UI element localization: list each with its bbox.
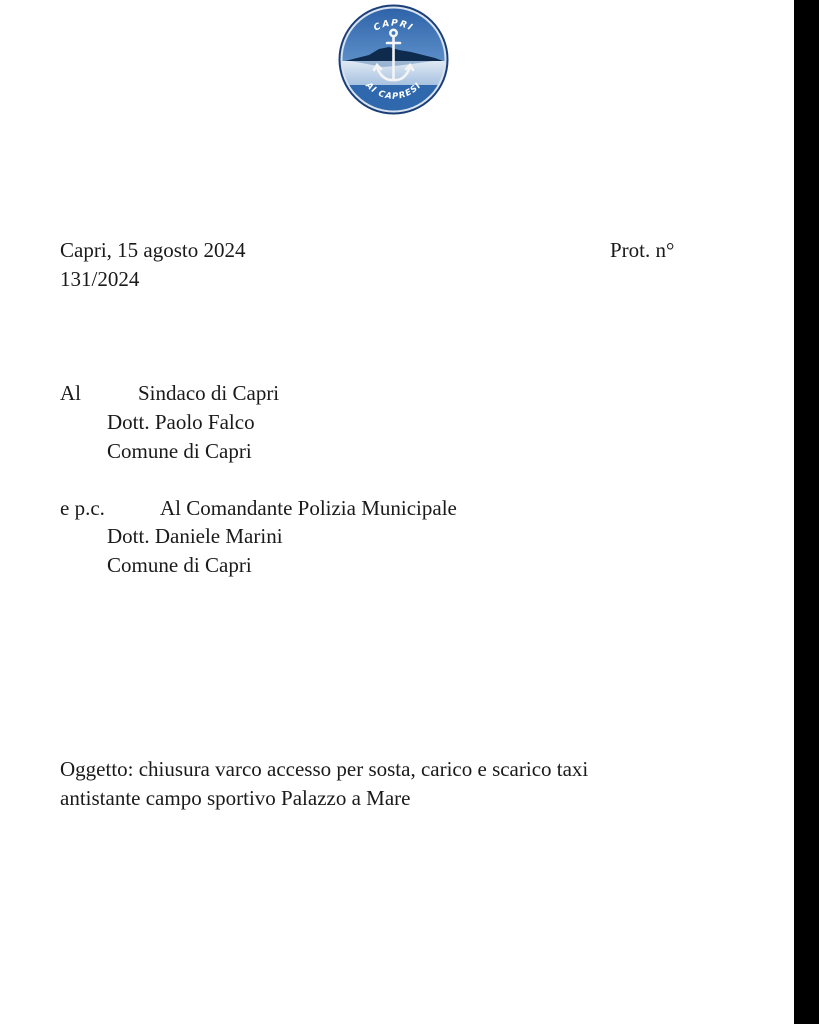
recipient-title: Sindaco di Capri xyxy=(138,381,280,405)
place-date: Capri, 15 agosto 2024 xyxy=(60,238,246,262)
capri-ai-capresi-logo xyxy=(337,3,450,116)
cc-office: Comune di Capri xyxy=(107,553,252,577)
recipient-prefix: Al xyxy=(60,381,81,405)
right-edge-bar xyxy=(794,0,819,1024)
recipient-name: Dott. Paolo Falco xyxy=(107,410,255,434)
recipient-office: Comune di Capri xyxy=(107,439,252,463)
cc-title: Al Comandante Polizia Municipale xyxy=(160,496,457,520)
subject-line-1: Oggetto: chiusura varco accesso per sosta, carico e scarico taxi xyxy=(60,757,589,781)
svg-text:CAPRI: CAPRI xyxy=(372,18,415,34)
cc-prefix: e p.c. xyxy=(60,496,105,520)
protocol-number: 131/2024 xyxy=(60,267,140,291)
cc-name: Dott. Daniele Marini xyxy=(107,524,283,548)
svg-text:AI CAPRESI: AI CAPRESI xyxy=(363,80,424,102)
protocol-label: Prot. n° xyxy=(610,238,675,262)
subject-line-2: antistante campo sportivo Palazzo a Mare xyxy=(60,786,411,810)
